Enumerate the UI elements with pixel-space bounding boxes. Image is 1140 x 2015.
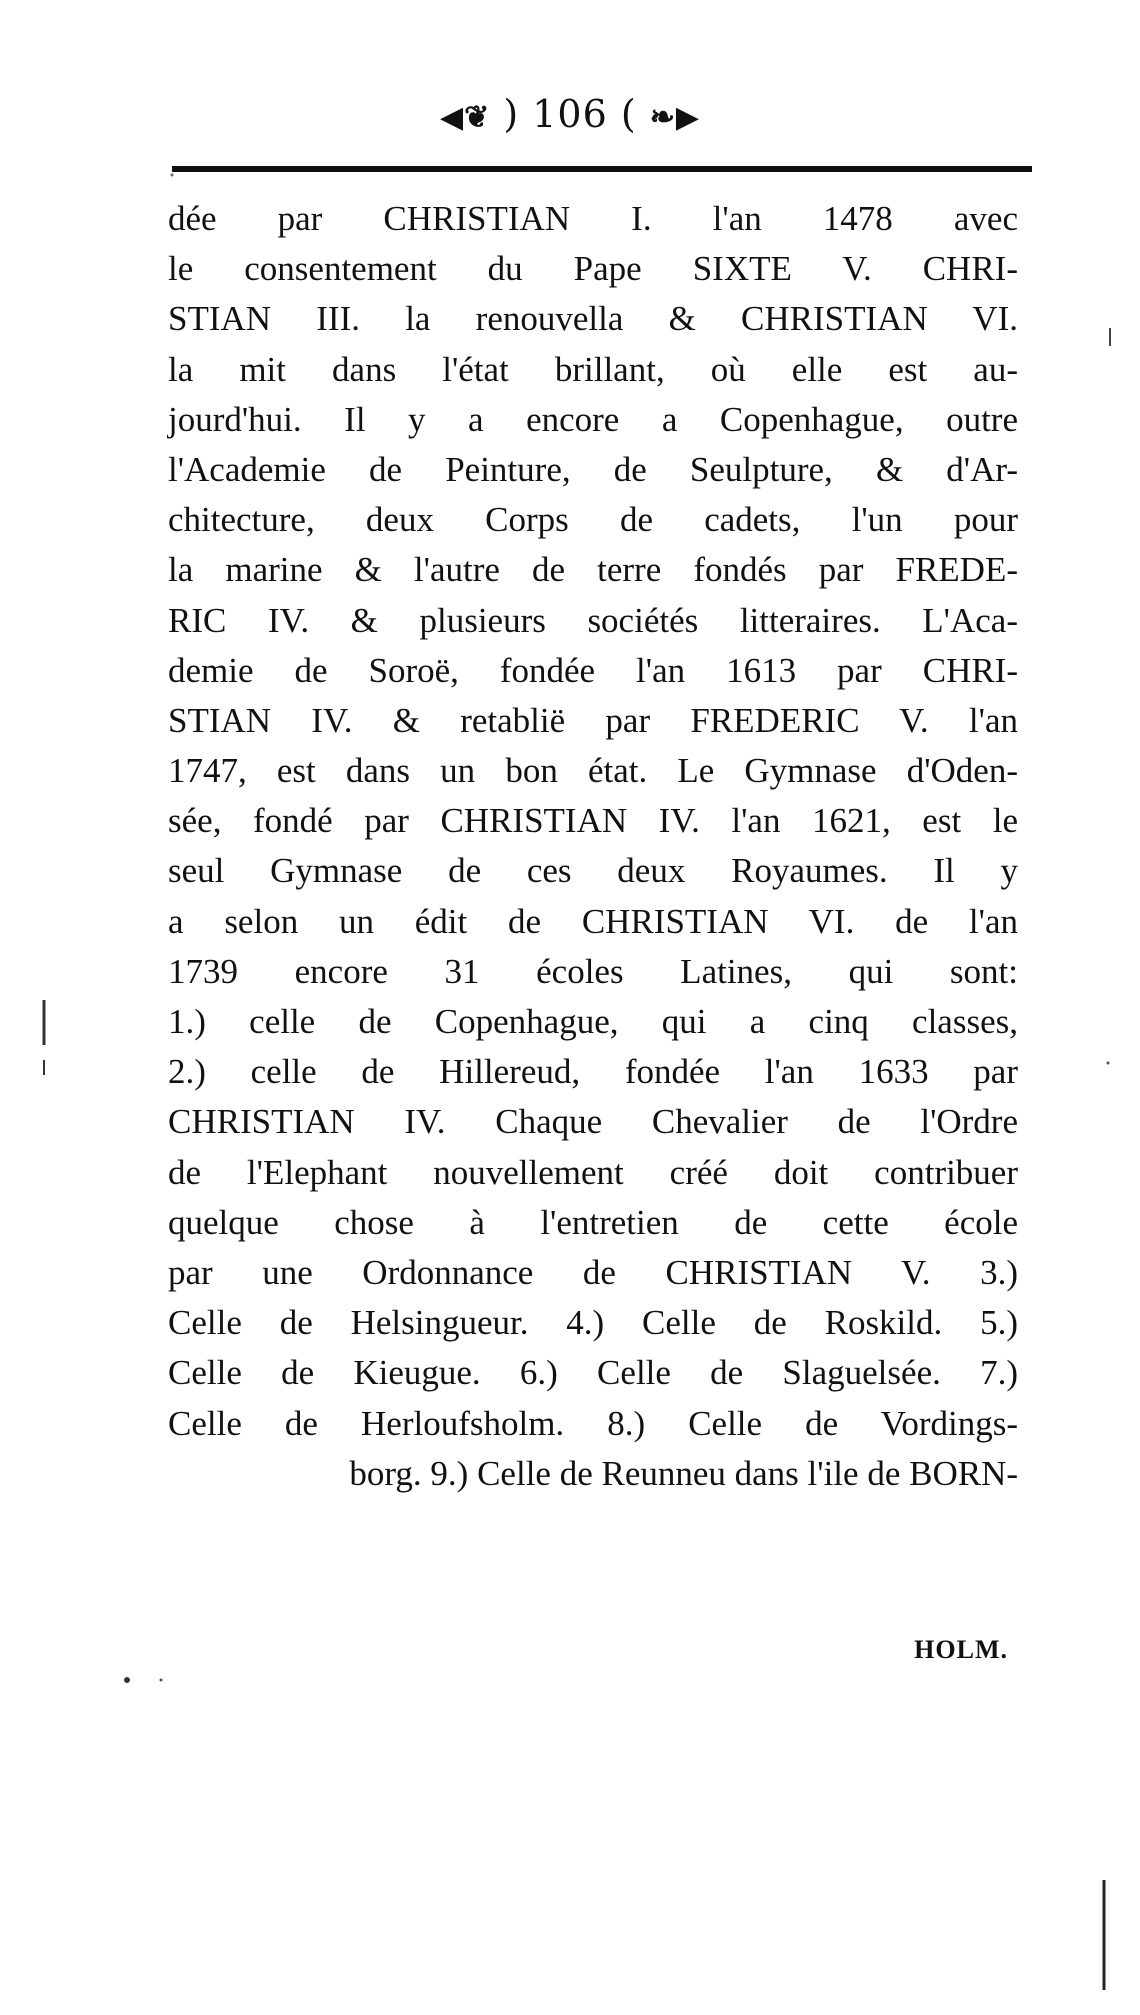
text-line: CHRISTIAN IV. Chaque Chevalier de l'Ordre [168,1102,1018,1142]
text-line: 1739 encore 31 écoles Latines, qui sont: [168,951,1018,991]
text-line: sée, fondé par CHRISTIAN IV. l'an 1621, est le [168,801,1018,841]
text-line: jourd'hui. Il y a encore a Copenhague, outre [168,399,1018,439]
text-line: 1.) celle de Copenhague, qui a cinq classes, [168,1002,1018,1041]
text-line: RIC IV. & plusieurs sociétés litteraires. L'Aca- [168,600,1018,640]
speck [124,1677,130,1683]
text-line: la marine & l'autre de terre fondés par FREDE- [168,550,1018,590]
header-rule [172,166,1032,172]
text-line: Celle de Kieugue. 6.) Celle de Slaguelsée. 7.) [168,1353,1018,1393]
text-line: Celle de Herloufsholm. 8.) Celle de Vordings- [168,1403,1018,1443]
text-line: Celle de Helsingueur. 4.) Celle de Roskild. 5.) [168,1303,1018,1343]
text-line: l'Academie de Peinture, de Seulpture, & d'Ar- [168,449,1018,489]
text-line: STIAN III. la renouvella & CHRISTIAN VI. [168,299,1018,339]
text-line: le consentement du Pape SIXTE V. CHRI- [168,249,1018,289]
running-head [0,92,1140,136]
page-number: ) 106 ( [503,92,637,136]
text-line: dée par CHRISTIAN I. l'an 1478 avec [168,199,1018,238]
text-line: seul Gymnase de ces deux Royaumes. Il y [168,851,1018,891]
text-line: la mit dans l'état brillant, où elle est au- [168,349,1018,389]
right-ornament-icon: ❧▶ [649,100,700,135]
speck [171,174,174,177]
text-line: STIAN IV. & retablië par FREDERIC V. l'an [168,700,1018,740]
text-line: a selon un édit de CHRISTIAN VI. de l'an [168,901,1018,941]
left-ornament-icon: ◀❦ [440,100,491,135]
text-line: borg. 9.) Celle de Reunneu dans l'ile de BORN- [349,1453,1018,1493]
text-line: chitecture, deux Corps de cadets, l'un pour [168,500,1018,540]
speck [1107,1062,1110,1065]
text-line: quelque chose à l'entretien de cette école [168,1202,1018,1242]
text-line: par une Ordonnance de CHRISTIAN V. 3.) [168,1252,1018,1292]
speck [160,1679,163,1682]
body-text [168,194,1018,1499]
text-line: 1747, est dans un bon état. Le Gymnase d'Oden- [168,751,1018,791]
text-line: de l'Elephant nouvellement créé doit contribuer [168,1152,1018,1192]
text-line: demie de Soroë, fondée l'an 1613 par CHRI- [168,650,1018,690]
catchword: HOLM. [914,1635,1008,1664]
text-line: 2.) celle de Hillereud, fondée l'an 1633 par [168,1052,1018,1092]
